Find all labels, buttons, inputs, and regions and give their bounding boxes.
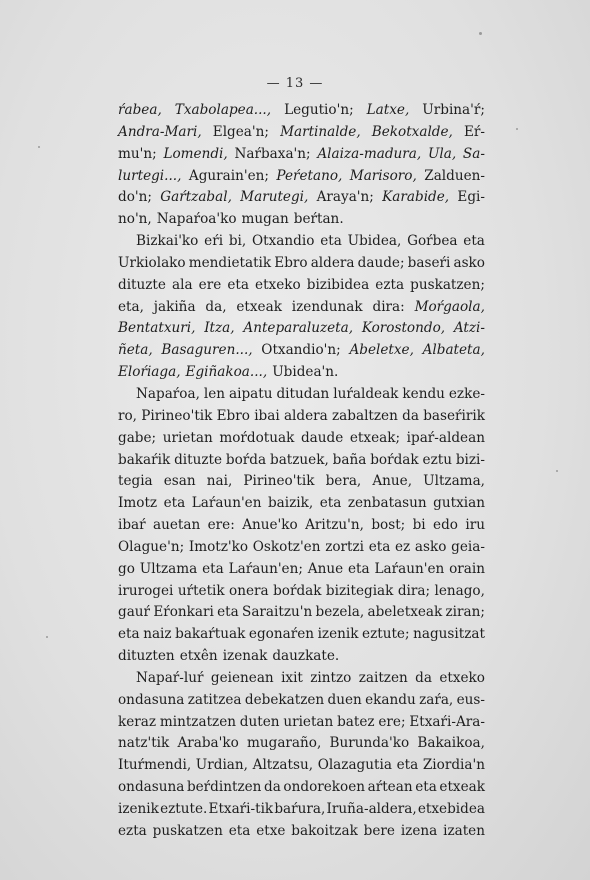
text-word: baizik, (267, 495, 314, 512)
text-word: Araya'n; (316, 189, 374, 206)
text-line (118, 144, 485, 166)
text-word: dituzten (118, 648, 175, 665)
text-word: Imotz (118, 495, 158, 512)
text-line (118, 668, 485, 690)
text-word: nai, (206, 473, 233, 490)
text-word: Ituŕmendi, (118, 757, 192, 774)
text-word: baña (332, 451, 367, 468)
text-word: eta (463, 233, 485, 250)
text-line (118, 755, 485, 777)
text-word: ezta (375, 276, 405, 293)
text-word: dauzkate. (272, 648, 340, 665)
text-word: Marisoro, (349, 167, 417, 184)
text-word: etxeak; (349, 429, 401, 446)
text-word: etxeko (255, 276, 301, 293)
text-word: iru (465, 517, 485, 534)
text-word: Zalduen- (424, 167, 485, 184)
text-word: Iruña-aldera, (326, 801, 417, 817)
text-line (118, 537, 485, 559)
text-word: ibaŕ (118, 517, 146, 534)
text-word: Egiñakoa..., (185, 364, 268, 381)
text-word: Pirineo'tik (141, 407, 213, 424)
text-word: Otxandio'n; (261, 342, 341, 359)
text-word: Napaŕoa'ko (156, 211, 237, 228)
text-word: irurogei (118, 582, 174, 599)
text-word: bakaŕtuak (175, 626, 246, 643)
text-word: no'n, (118, 211, 152, 228)
text-word: gutxian (433, 495, 485, 512)
text-word: bizibidea (306, 276, 370, 293)
text-word: etxeko (439, 669, 485, 686)
paper-speck (556, 470, 558, 472)
text-word: Ultzama, (423, 473, 485, 490)
text-word: izenik (118, 801, 159, 817)
text-word: Ubidea'n. (272, 364, 339, 381)
text-word: zatitzea (187, 691, 242, 708)
text-word: Eŕ- (463, 123, 485, 140)
text-word: zabaltzen (332, 407, 398, 424)
text-word: puskatzen (152, 822, 223, 839)
text-word: boŕdak (370, 451, 419, 468)
text-word: onera (229, 582, 269, 599)
text-word: zaitzen (358, 669, 408, 686)
text-word: dira: (372, 298, 405, 315)
text-word: Ubidea, (347, 233, 402, 250)
text-word: daude (300, 429, 344, 446)
text-line (118, 450, 485, 472)
text-word: eta (368, 538, 391, 555)
text-word: ditudan (276, 385, 330, 402)
text-word: Marutegi, (240, 189, 309, 206)
text-word: beŕdintzen (186, 779, 262, 796)
text-word: orain (449, 560, 485, 577)
text-word: do'n; (118, 189, 152, 206)
paper-speck (516, 128, 518, 130)
text-word: Pirineo'tik (243, 473, 315, 490)
text-word: daude; (357, 254, 405, 271)
text-line (118, 340, 485, 362)
text-word: egonaŕen (248, 626, 314, 643)
text-word: keraz (118, 713, 157, 730)
text-word: Urbina'ŕ; (422, 102, 485, 118)
text-word: izena (400, 822, 438, 839)
text-word: etxeak (439, 779, 485, 796)
page-number: — 13 — (266, 76, 324, 91)
text-word: mugan (241, 211, 289, 228)
text-word: zortzi (325, 538, 365, 555)
text-word: puskatzen; (410, 276, 485, 293)
text-word: esan (163, 473, 196, 490)
text-word: Olague'n; (118, 538, 185, 555)
text-word: Bizkai'ko (136, 233, 199, 250)
text-line (118, 493, 485, 515)
text-word: baseŕirik (423, 407, 485, 424)
text-word: dituzte (118, 276, 166, 293)
text-word: Ziordia'n (422, 757, 485, 774)
text-word: Napaŕoa, (136, 385, 200, 402)
text-word: aŕtean (367, 779, 413, 796)
text-word: gabe; (118, 429, 157, 446)
text-line (118, 581, 485, 603)
paper-speck (479, 32, 482, 35)
text-word: gauŕ (118, 604, 151, 621)
text-word: Abeletxe, (349, 342, 414, 359)
text-word: eta (228, 822, 251, 839)
text-word: aldera (310, 254, 355, 271)
text-word: go (118, 560, 135, 577)
text-word: eta (319, 495, 342, 512)
text-line (118, 733, 485, 755)
text-word: eztute. (160, 801, 208, 817)
text-word: batez (337, 713, 375, 730)
text-line (118, 821, 485, 843)
text-word: duen (327, 691, 362, 708)
text-line (118, 428, 485, 450)
text-word: eta (118, 626, 140, 643)
text-word: Urkiolako (118, 254, 186, 271)
text-word: urietan (283, 713, 334, 730)
text-word: mu'n; (118, 145, 157, 162)
text-word: zenbatasun (347, 495, 427, 512)
text-word: eztu (422, 451, 452, 468)
text-word: jakiña (153, 298, 196, 315)
text-word: bost; (371, 517, 406, 534)
text-word: Gaŕtzabal, (160, 189, 232, 206)
text-word: uŕtetik (177, 582, 225, 599)
text-line (118, 100, 485, 122)
text-line (118, 690, 485, 712)
text-word: ziran; (445, 604, 485, 621)
text-word: bakoitzak (291, 822, 358, 839)
text-word: Eŕonkari (153, 604, 214, 621)
text-line (118, 362, 485, 384)
text-word: Peŕetano, (276, 167, 343, 184)
text-word: Ebro (274, 254, 308, 271)
text-word: ondorekoen (283, 779, 366, 796)
text-line (118, 275, 485, 297)
text-line (118, 602, 485, 624)
text-word: Laŕaun'en (374, 560, 445, 577)
text-word: ala (172, 276, 193, 293)
text-word: edo (433, 517, 458, 534)
text-word: Sa- (462, 145, 485, 162)
text-word: naiz (143, 626, 172, 643)
text-word: Aritzu'n, (305, 517, 364, 534)
paper-speck (38, 146, 40, 148)
text-word: Egi- (457, 189, 485, 206)
text-word: Anue (307, 560, 344, 577)
text-word: ibai (254, 407, 280, 424)
text-word: bakaŕik (118, 451, 171, 468)
text-word: da (264, 779, 281, 796)
text-word: Ula, (427, 145, 457, 162)
text-word: Txabolapea..., (174, 102, 272, 118)
text-word: eta (202, 560, 224, 577)
text-word: ezke- (448, 385, 485, 402)
text-line (118, 646, 485, 668)
text-word: bi (412, 517, 426, 534)
text-word: duten (239, 713, 280, 730)
text-word: Albateta, (422, 342, 485, 359)
text-word: ŕabea, (118, 102, 162, 118)
text-word: Ebro (216, 407, 250, 424)
text-word: Burunda'ko (329, 735, 410, 752)
text-word: Latxe, (366, 102, 410, 118)
text-line (118, 166, 485, 188)
text-word: Anue'ko (242, 517, 298, 534)
text-word: aipatu (229, 385, 273, 402)
text-word: bizitegiak (325, 582, 394, 599)
text-word: etxe (256, 822, 286, 839)
text-line (118, 297, 485, 319)
text-word: Saraitzu'n (242, 604, 313, 621)
text-word: Goŕbea (407, 233, 458, 250)
text-line (118, 471, 485, 493)
text-word: da (415, 669, 432, 686)
text-word: lenago, (434, 582, 485, 599)
text-word: Lomendi, (163, 145, 228, 162)
text-word: eta (396, 757, 419, 774)
text-word: eztute; (362, 626, 410, 643)
text-word: bere (363, 822, 395, 839)
text-word: abeletxeak (367, 604, 443, 621)
text-word: eta, (118, 298, 144, 315)
text-word: Bakaikoa, (417, 735, 485, 752)
text-word: Karabide, (382, 189, 450, 206)
text-word: da, (205, 298, 227, 315)
text-word: eta (348, 560, 370, 577)
text-word: Legutio'n; (284, 102, 354, 118)
text-word: baseŕi (407, 254, 451, 271)
text-word: ñeta, (118, 342, 153, 359)
text-word: Martinalde, (280, 123, 361, 140)
paper-speck (46, 636, 48, 638)
text-line (118, 187, 485, 209)
text-word: moŕdotuak (219, 429, 295, 446)
text-word: mintzatzen (159, 713, 236, 730)
text-word: boŕdak (273, 582, 322, 599)
text-word: izaten (443, 822, 485, 839)
text-word: debekatzen (244, 691, 325, 708)
text-word: etxebidea (417, 801, 485, 817)
text-word: Altzatsu, (252, 757, 314, 774)
text-word: eus- (456, 691, 485, 708)
text-word: ondasuna (118, 691, 185, 708)
text-word: Olazagutia (317, 757, 392, 774)
text-line (118, 712, 485, 734)
text-word: eŕi (204, 233, 224, 250)
text-line (118, 209, 485, 231)
text-word: Moŕgaola, (414, 298, 485, 315)
text-word: boŕda (225, 451, 267, 468)
text-word: dira; (397, 582, 431, 599)
text-word: Anteparaluzeta, (243, 320, 354, 337)
text-word: izenik (317, 626, 359, 643)
text-word: Eloŕiaga, (118, 364, 181, 381)
text-word: ekandu (365, 691, 416, 708)
text-line (118, 799, 485, 821)
text-word: ezta (118, 822, 147, 839)
text-word: Napaŕ-luŕ (136, 669, 204, 686)
text-word: eta (415, 779, 437, 796)
text-word: Bekotxalde, (371, 123, 453, 140)
text-word: ere; (378, 713, 406, 730)
text-word: Agurain'en; (188, 167, 269, 184)
text-word: batzuek, (270, 451, 329, 468)
text-word: bezela, (315, 604, 365, 621)
text-word: etxeak (236, 298, 282, 315)
text-word: auetan (153, 517, 201, 534)
text-word: mendietatik (188, 254, 272, 271)
text-word: ere: (207, 517, 235, 534)
text-word: eta (320, 233, 342, 250)
text-word: izendunak (291, 298, 363, 315)
text-line (118, 624, 485, 646)
text-word: eta (217, 604, 239, 621)
text-word: ixit (281, 669, 303, 686)
text-word: asko (414, 538, 447, 555)
text-word: dituzte (174, 451, 223, 468)
text-line (118, 253, 485, 275)
text-word: Laŕaun'en; (228, 560, 303, 577)
text-word: geienean (210, 669, 274, 686)
text-word: Araba'ko (177, 735, 239, 752)
text-word: ipaŕ-aldean (406, 429, 485, 446)
text-word: ez (395, 538, 411, 555)
text-word: zaŕa, (419, 691, 454, 708)
text-word: Bentatxuri, (118, 320, 196, 337)
text-word: Etxaŕi-Ara- (409, 713, 485, 730)
text-word: eta (227, 276, 249, 293)
body-text (118, 100, 485, 843)
text-word: urietan (162, 429, 213, 446)
text-word: Oskotz'en (252, 538, 321, 555)
text-word: beŕtan. (293, 211, 344, 228)
text-line (118, 559, 485, 581)
text-word: bizi- (455, 451, 485, 468)
text-line (118, 122, 485, 144)
text-line (118, 384, 485, 406)
text-word: baŕura, (274, 801, 326, 817)
text-word: Otxandio (252, 233, 315, 250)
text-word: Elgea'n; (212, 123, 269, 140)
text-word: eta (163, 495, 186, 512)
text-word: nagusitzat (413, 626, 485, 643)
text-word: Imotz'ko (188, 538, 249, 555)
text-word: ondasuna (118, 779, 185, 796)
text-line (118, 318, 485, 340)
text-word: bera, (325, 473, 362, 490)
text-word: ro, (118, 407, 138, 424)
text-word: Etxaŕi-tik (208, 801, 274, 817)
text-word: Alaiza-madura, (317, 145, 422, 162)
text-word: Korostondo, (361, 320, 446, 337)
text-word: Anue, (372, 473, 413, 490)
text-word: Basaguren..., (161, 342, 253, 359)
text-word: ere (198, 276, 222, 293)
text-word: Laŕaun'en (191, 495, 262, 512)
text-word: luŕaldeak (333, 385, 399, 402)
text-word: geia- (451, 538, 485, 555)
text-word: izenak (222, 648, 268, 665)
text-word: tegia (118, 473, 153, 490)
text-word: aldera (283, 407, 328, 424)
text-word: len (203, 385, 226, 402)
text-word: zintzo (310, 669, 352, 686)
text-word: Urdian, (195, 757, 248, 774)
text-word: lurtegi..., (118, 167, 182, 184)
text-line (118, 777, 485, 799)
text-word: Atzi- (453, 320, 485, 337)
text-word: da (402, 407, 419, 424)
text-line (118, 231, 485, 253)
text-word: mugaraño, (246, 735, 322, 752)
text-word: asko (453, 254, 485, 271)
text-word: Itza, (204, 320, 235, 337)
text-word: natz'tik (118, 735, 170, 752)
text-word: bi, (228, 233, 247, 250)
text-line (118, 406, 485, 428)
text-word: etxên (179, 648, 218, 665)
text-line (118, 515, 485, 537)
text-word: Ultzama (139, 560, 198, 577)
text-word: kendu (402, 385, 445, 402)
text-word: Andra-Mari, (118, 123, 202, 140)
text-word: Naŕbaxa'n; (234, 145, 311, 162)
